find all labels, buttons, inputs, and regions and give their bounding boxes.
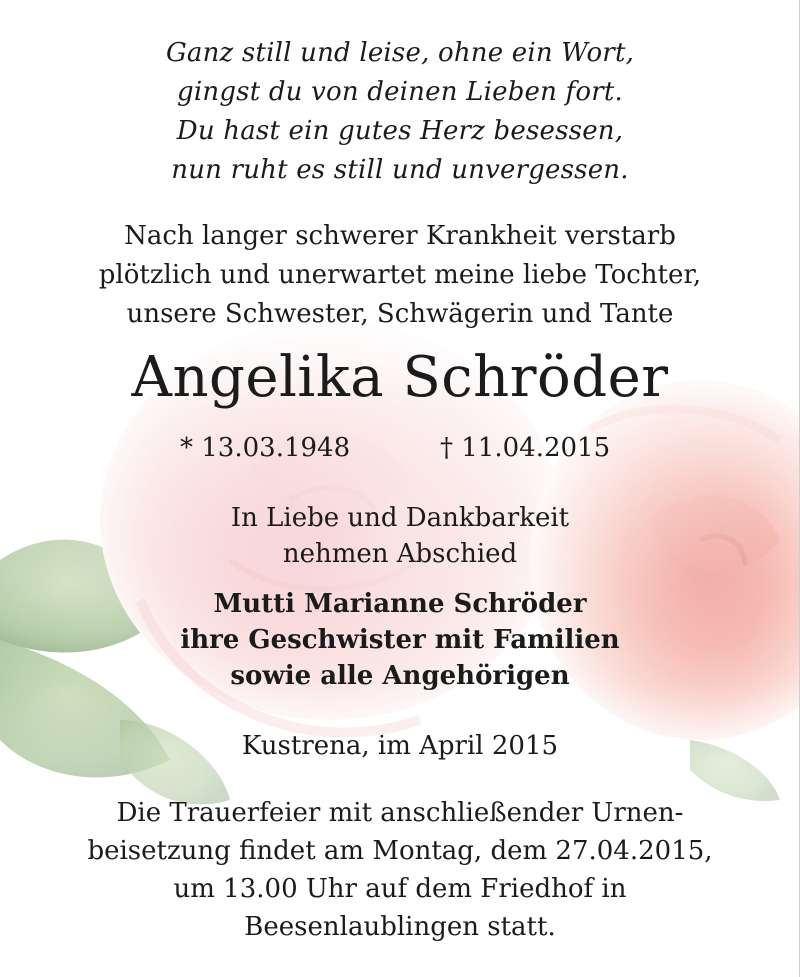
deceased-name: Angelika Schröder (131, 345, 669, 410)
mourners-list (0, 586, 800, 694)
funeral-line: Beesenlaublingen statt. (244, 912, 556, 942)
poem-line: gingst du von deinen Lieben fort. (177, 77, 623, 107)
mourner-line: sowie alle Angehörigen (230, 661, 570, 691)
announcement-line: Nach langer schwerer Krankheit verstarb (124, 221, 676, 251)
poem-verse (0, 34, 800, 190)
announcement-line: unsere Schwester, Schwägerin und Tante (126, 299, 674, 329)
announcement-line: plötzlich und unerwartet meine liebe Tochter, (98, 260, 702, 290)
death-date: † 11.04.2015 (440, 433, 611, 463)
mourner-line: ihre Geschwister mit Familien (180, 625, 620, 655)
place-and-date: Kustrena, im April 2015 (241, 731, 559, 761)
mourner-line: Mutti Marianne Schröder (213, 589, 587, 619)
poem-line: nun ruht es still und unvergessen. (171, 155, 629, 185)
farewell-phrase (0, 500, 800, 572)
funeral-line: um 13.00 Uhr auf dem Friedhof in (173, 874, 627, 904)
poem-line: Du hast ein gutes Herz besessen, (176, 116, 624, 146)
death-announcement (0, 217, 800, 334)
birth-date: * 13.03.1948 (180, 433, 351, 463)
farewell-line: nehmen Abschied (282, 539, 518, 569)
funeral-line: Die Trauerfeier mit anschließender Urnen- (116, 798, 684, 828)
farewell-line: In Liebe und Dankbarkeit (230, 503, 570, 533)
funeral-details (0, 794, 800, 946)
funeral-line: beisetzung findet am Montag, dem 27.04.2015, (87, 836, 713, 866)
poem-line: Ganz still und leise, ohne ein Wort, (165, 38, 635, 68)
